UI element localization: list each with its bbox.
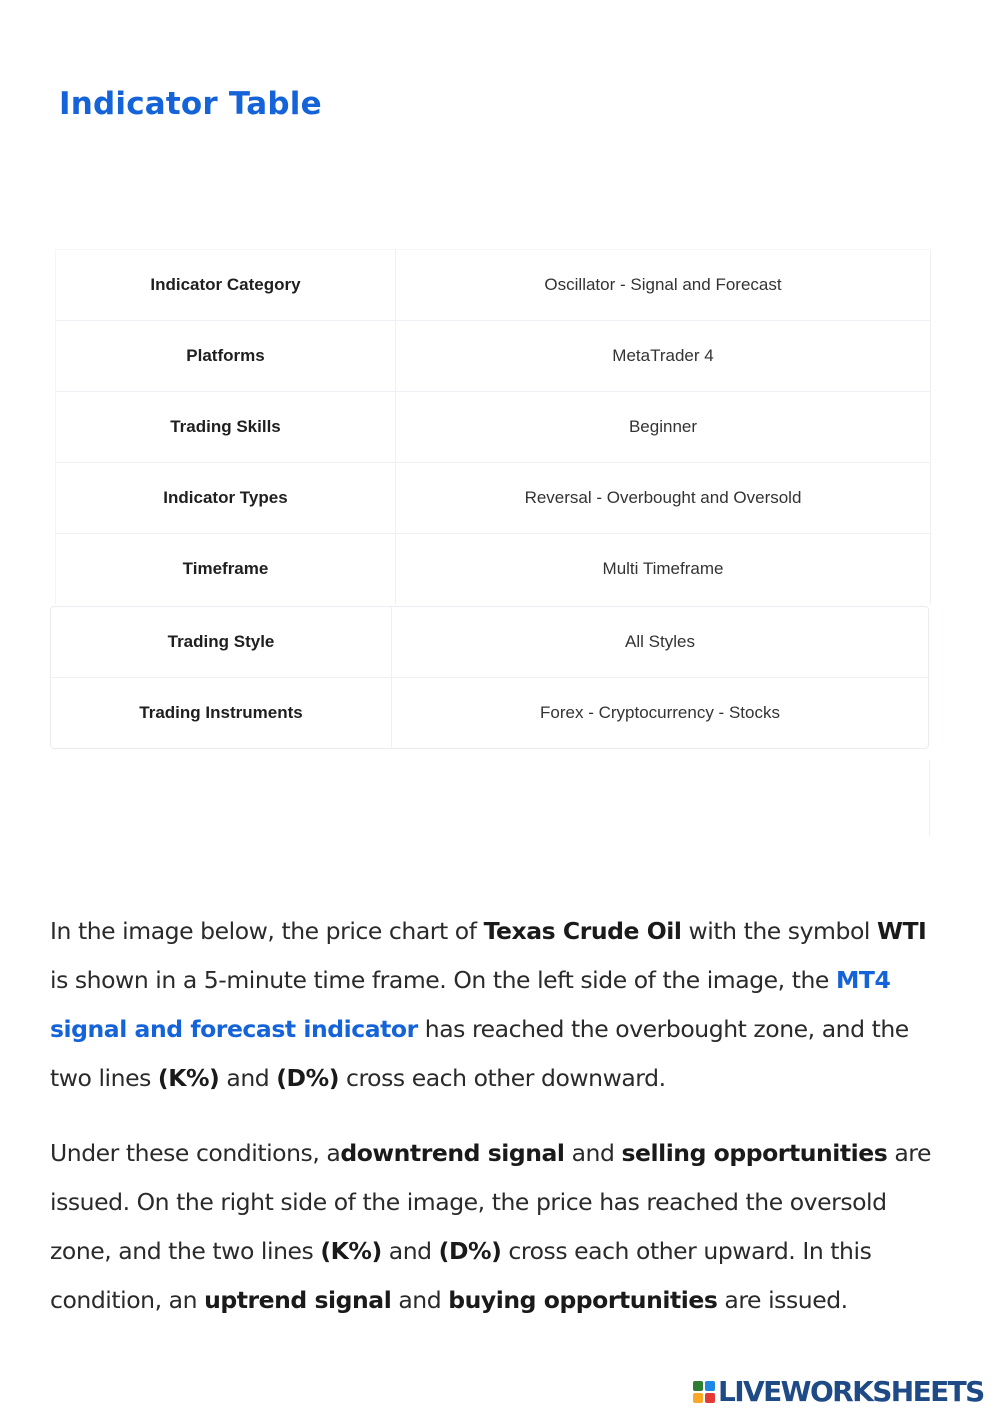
bold-text: Texas Crude Oil: [483, 917, 682, 945]
logo-mark-icon: [693, 1381, 715, 1403]
text-span: are issued.: [717, 1286, 848, 1314]
table-row: [56, 463, 931, 534]
table-row: [56, 534, 931, 605]
row-label: Trading Instruments: [51, 678, 392, 748]
row-label: Trading Style: [51, 607, 392, 678]
bold-text: downtrend signal: [340, 1139, 565, 1167]
bold-text: (K%): [157, 1064, 220, 1092]
row-value: MetaTrader 4: [396, 321, 931, 392]
table-row: [56, 392, 931, 463]
table-row: [56, 321, 931, 392]
row-label: Indicator Types: [56, 463, 396, 534]
table-row: [56, 250, 931, 321]
row-value: All Styles: [392, 607, 928, 678]
row-label: Indicator Category: [56, 250, 396, 321]
indicator-table-extra: [50, 606, 929, 749]
text-span: with the symbol: [681, 917, 877, 945]
bold-text: uptrend signal: [204, 1286, 392, 1314]
row-value: Multi Timeframe: [602, 559, 724, 578]
row-value: Beginner: [396, 392, 931, 463]
logo-text: LIVEWORKSHEETS: [718, 1375, 984, 1408]
row-label: Platforms: [56, 321, 396, 392]
text-span: In the image below, the price chart of: [50, 917, 484, 945]
text-span: and: [564, 1139, 622, 1167]
text-span: and: [381, 1237, 439, 1265]
text-span: and: [391, 1286, 449, 1314]
indicator-table: [55, 249, 931, 604]
indicator-link[interactable]: MT4 signal and forecast indicator: [50, 966, 891, 1043]
row-value: Forex - Cryptocurrency - Stocks: [540, 703, 780, 722]
text-span: Under these conditions, a: [50, 1139, 341, 1167]
bold-text: (D%): [438, 1237, 502, 1265]
table-row: [51, 678, 928, 748]
text-span: are issued. On the right side of the image, the price has reached the oversold zone, and the two lines: [50, 1139, 932, 1265]
row-value: Oscillator - Signal and Forecast: [396, 250, 931, 321]
bold-text: WTI: [877, 917, 927, 945]
row-value: Reversal - Overbought and Oversold: [396, 463, 931, 534]
paragraph-chart-description: [50, 907, 950, 1103]
text-span: cross each other downward.: [338, 1064, 666, 1092]
page-title: Indicator Table: [59, 86, 322, 122]
table-row: [51, 607, 928, 678]
row-label: Timeframe: [56, 534, 396, 605]
paragraph-signals: [50, 1129, 950, 1325]
bold-text: (D%): [276, 1064, 339, 1092]
bold-text: (K%): [320, 1237, 382, 1265]
text-span: is shown in a 5-minute time frame. On the left side of the image, the: [50, 966, 836, 994]
divider: [929, 760, 930, 836]
text-span: cross each other upward. In this condition, an: [50, 1237, 872, 1314]
row-label: Trading Skills: [56, 392, 396, 463]
text-span: has reached the overbought zone, and the two lines: [50, 1015, 909, 1092]
bold-text: selling opportunities: [621, 1139, 888, 1167]
text-span: and: [219, 1064, 277, 1092]
bold-text: buying opportunities: [448, 1286, 718, 1314]
liveworksheets-logo[interactable]: [693, 1375, 984, 1408]
